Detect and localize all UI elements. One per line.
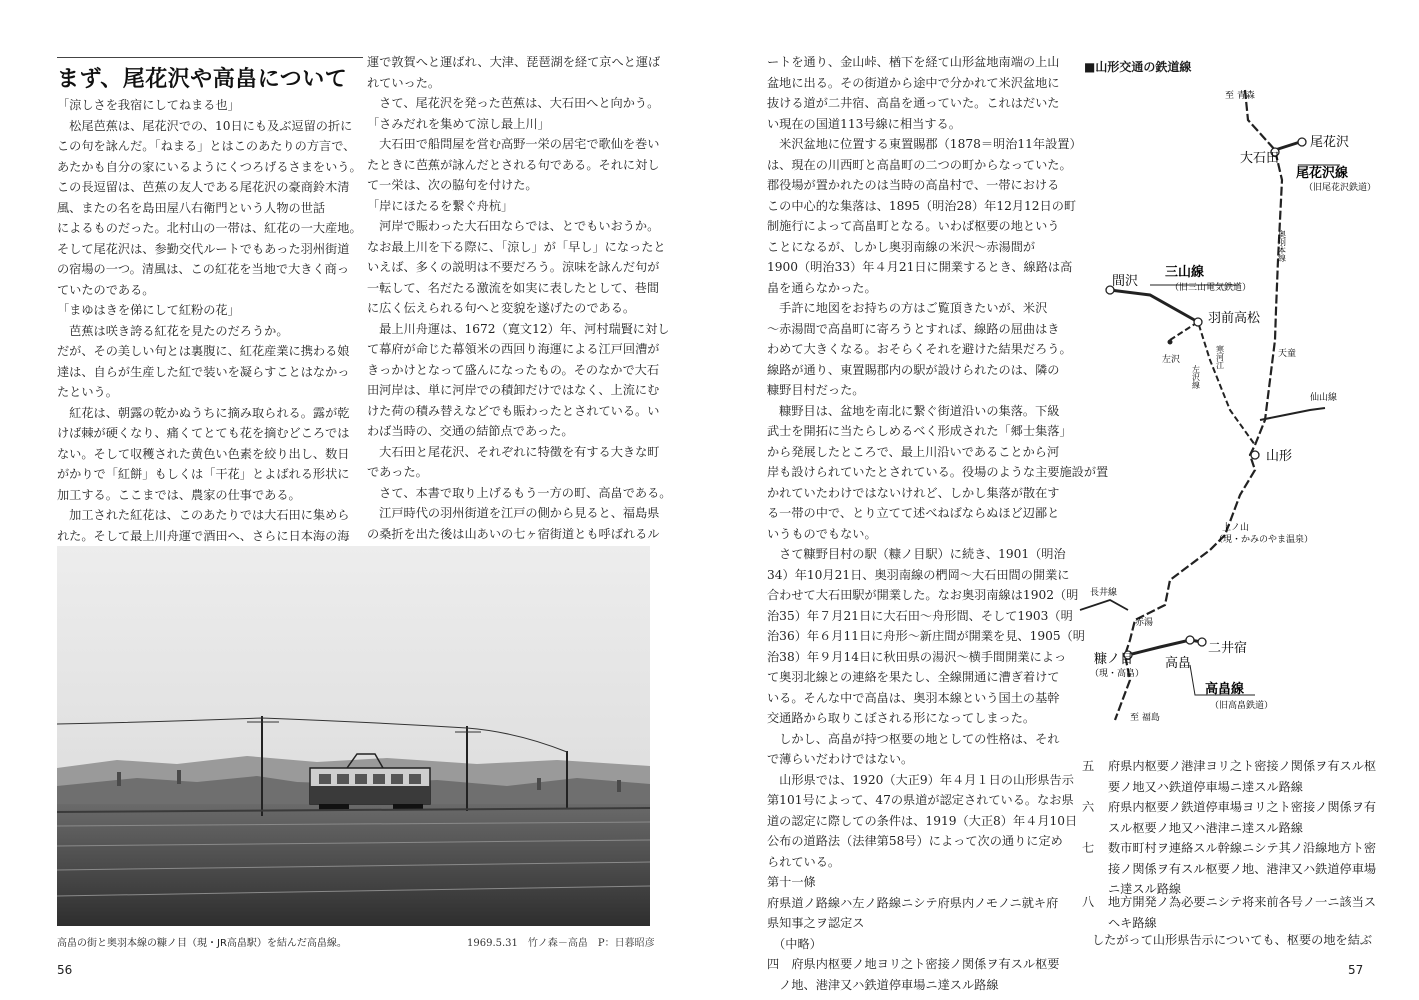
text-line: 最上川舟運は、1672（寛文12）年、河村瑞賢に対し <box>367 321 670 336</box>
text-line: 松尾芭蕉は、尾花沢での、10日にも及ぶ逗留の折に <box>57 118 353 133</box>
text-line: なお最上川を下る際に、「涼し」が「早し」になったと <box>367 239 666 254</box>
text-line: ていたのである。 <box>57 282 155 297</box>
page-number-right: 57 <box>1348 963 1364 977</box>
label-sagae-line: 左沢線 <box>1191 365 1201 389</box>
text-line: 公布の道路法（法律第58号）によって次の通りに定め <box>767 834 1063 848</box>
text-line: から発展したところで、最上川沿いであることから河 <box>767 444 1060 459</box>
text-column-3 <box>767 52 1108 995</box>
text-line: 大石田で船問屋を営む高野一栄の居宅で歌仙を巻い <box>367 137 660 151</box>
text-line: この長逗留は、芭蕉の友人である尾花沢の豪商鈴木清 <box>57 180 350 194</box>
text-line: 県知事之ヲ認定ス <box>767 916 865 930</box>
text-line: 第101号によって、47の県道が認定されている。なお県 <box>767 793 1074 807</box>
text-line: 盆地に出る。その街道から途中で分かれて米沢盆地に <box>767 75 1060 90</box>
text-line: かれていたわけではないけれど、しかし集落が散在す <box>767 485 1060 500</box>
text-line: さて、本書で取り上げるもう一方の町、高畠である。 <box>367 485 672 500</box>
text-line: わば当時の、交通の結節点であった。 <box>367 424 574 438</box>
text-line: 米沢盆地に位置する東置賜郡（1878＝明治11年設置） <box>767 137 1082 151</box>
text-line: 河岸で賑わった大石田ならでは、とでもいおうか。 <box>367 219 660 233</box>
text-line: は、現在の川西町と高畠町の二つの町からなっていた。 <box>767 157 1072 172</box>
label-obanazawa-line: 尾花沢線 <box>1296 166 1349 181</box>
text-line: この句を詠んだ。「ねまる」とはこのあたりの方言で、 <box>57 139 356 153</box>
text-line: けた荷の積み替えなどでも賑わったとされている。い <box>367 403 660 418</box>
label-senzan-line: 仙山線 <box>1310 393 1338 403</box>
text-line: いえば、多くの説明は不要だろう。涼味を詠んだ句が <box>367 260 660 274</box>
text-line: 道の認定に際しての条件は、1919（大正8）年４月10日 <box>767 813 1078 828</box>
text-line: 運で敦賀へと運ばれ、大津、琵琶湖を経て京へと運ば <box>367 55 661 69</box>
label-takahata-line: 高畠線 <box>1205 682 1245 697</box>
text-line: 「さみだれを集めて涼し最上川」 <box>367 116 550 131</box>
label-obanazawa-line-old: （旧尾花沢鉄道） <box>1304 183 1377 193</box>
text-line: 制施行によって高畠町となる。いわば枢要の地という <box>767 219 1060 233</box>
text-line: さて糠野目村の駅（糠ノ目駅）に続き、1901（明治 <box>767 547 1066 561</box>
text-line: 「岸にほたるを繋ぐ舟杭」 <box>367 198 514 213</box>
text-line: 府県道ノ路線ハ左ノ路線ニシテ府県内ノモノニ就キ府 <box>767 895 1059 910</box>
text-line: で薄らいだわけではない。 <box>767 752 914 766</box>
text-line: ノ地、港津又ハ鉄道停車場ニ達スル路線 <box>767 977 999 992</box>
label-obanazawa: 尾花沢 <box>1310 135 1350 150</box>
text-line: たという。 <box>57 385 118 399</box>
text-line: 「涼しさを我宿にしてねまる也」 <box>57 98 240 112</box>
text-line: て一栄は、次の脇句を付けた。 <box>367 178 538 192</box>
text-line: る一帯の中で、とり立てて述べねばならぬほど辺鄙と <box>767 506 1060 520</box>
text-line: ートを通り、金山峠、楢下を経て山形盆地南端の上山 <box>767 55 1060 69</box>
text-line: 岸も設けられていたとされている。役場のような主要施設が置 <box>767 465 1109 479</box>
text-line: ～赤湯間で高畠町に寄ろうとすれば、線路の屈曲はき <box>767 321 1060 336</box>
label-oishida: 大石田 <box>1240 151 1280 166</box>
text-line: ない。そして収穫された黄色い色素を絞り出し、数日 <box>57 446 350 461</box>
text-line: 加工する。ここまでは、農家の仕事である。 <box>57 487 301 502</box>
text-line: の宿場の一つ。清風は、この紅花を当地で大きく商っ <box>57 262 350 276</box>
label-samukawae: 寒河江 <box>1215 345 1225 369</box>
label-yamagata: 山形 <box>1266 449 1293 464</box>
text-line: 郡役場が置かれたのは当時の高畠村で、一帯における <box>767 178 1060 192</box>
label-nukanome: 糠ノ目 <box>1094 652 1134 667</box>
label-sanzan-line-old: （旧三山電気鉄道） <box>1170 283 1252 293</box>
text-line: ことになるが、しかし奥羽南線の米沢～赤湯間が <box>767 239 1036 254</box>
label-sagae: 左沢 <box>1162 355 1181 365</box>
photo-credit: 1969.5.31 竹ノ森－高畠 P：日暮昭彦 <box>467 938 655 949</box>
text-line: あたかも自分の家にいるようにくつろげるさまをいう。 <box>57 159 362 174</box>
text-line: 紅花は、朝露の乾かぬうちに摘み取られる。露が乾 <box>57 405 350 420</box>
text-line: 線路が通り、東置賜郡内の駅が設けられたのは、隣の <box>767 362 1060 377</box>
label-nagai-line: 長井線 <box>1090 588 1118 598</box>
label-mamasawa: 間沢 <box>1112 274 1139 289</box>
text-line: そして尾花沢は、参勤交代ルートでもあった羽州街道 <box>57 241 350 256</box>
text-line: によるものだった。北村山の一帯は、紅花の一大産地。 <box>57 221 362 235</box>
text-line: 第十一條 <box>767 875 816 889</box>
label-to-fukushima: 至 福島 <box>1130 713 1160 723</box>
text-line: れていった。 <box>367 75 441 90</box>
text-line: い現在の国道113号線に相当する。 <box>767 116 961 131</box>
closing-line: したがって山形県告示についても、枢要の地を結ぶ <box>1092 933 1373 947</box>
text-line: て幕府が命じた幕領米の西回り海運による江戸回漕が <box>367 342 660 356</box>
text-line: 風、またの名を島田屋八右衛門という人物の世話 <box>57 200 326 215</box>
text-line: いる。そんな中で高畠は、奥羽本線という国土の基幹 <box>767 690 1060 705</box>
text-line: 抜ける道が二井宿、高畠を通っていた。これはだいた <box>767 96 1060 110</box>
label-akayu: 赤湯 <box>1135 618 1154 628</box>
right-page: ートを通り、金山峠、楢下を経て山形盆地南端の上山 盆地に出る。その街道から途中で分かれて米沢盆地に 抜ける道が二井宿、高畠を通っていた。これはだいた い現在の国道113号線に相当する。 米沢盆地に位置する東置賜郡（1878＝明治11年設置） は、現在の川西町と高畠町の二つの町からなっていた。 郡役場が置かれたのは当時の高畠村で、一帯における この中心的な集落は、1895（明治28）年12月12日の町 制施行によって高畠町となる。いわば枢要の地という ことになるが、しかし奥羽南線の米沢～赤湯間が 1900（明治33）年４月21日に開業するとき、線路は高 畠を通らなかった。 手許に地図をお持ちの方はご覧頂きたいが、米沢 ～赤湯間で高畠町に寄ろうとすれば、線路の屈曲はき わめて大きくなる。おそらくそれを避けた結果だろう。 線路が通り、東置賜郡内の駅が設けられたのは、隣の 糠野目村だった。 糠野目は、盆地を南北に繋ぐ街道沿いの集落。下級 武士を開拓に当たらしめるべく形成された「郷士集落」 から発展したところで、最上川沿いであることから河 岸も設けられていたとされている。役場のような主要施設が置 かれていたわけではないけれど、しかし集落が散在す る一帯の中で、とり立てて述べねばならぬほど辺鄙と いうものでもない。 さて糠野目村の駅（糠ノ目駅）に続き、1901（明治 34）年10月21日、奥羽南線の椚岡～大石田間の開業に 合わせて大石田駅が開業した。なお奥羽南線は1902（明 治35）年７月21日に大石田～舟形間、そして1903（明 治36）年６月11日に舟形～新庄間が開業を見、1905（明 治38）年９月14日に秋田県の湯沢～横手間開業によっ て奥羽北線との連絡を果たし、全線開通に漕ぎ着けて いる。そんな中で高畠は、奥羽本線という国土の基幹 交通路から取りこぼされる形になってしまった。 しかし、高畠が持つ枢要の地としての性格は、それ で薄らいだわけではない。 山形県では、1920（大正9）年４月１日の山形県告示 第101号によって、47の県道が認定されている。なお県 道の認定に際しての条件は、1919（大正8）年４月10日 公布の道路法（法律第58号）によって次の通りに定め られている。 第十一條 府県道ノ路線ハ左ノ路線ニシテ府県内ノモノニ就キ府 県知事之ヲ認定ス （中略） 四 府県内枢要ノ地ヨリ之ト密接ノ関係ヲ有スル枢要 ノ地、港津又ハ鉄道停車場ニ達スル路線 ■山形交通の鉄道線 至 青森 尾花沢 大石田 尾花沢線 （旧尾花沢鉄道） 奥羽本線 間沢 三山線 （旧三山電気鉄道） 羽前高松 左沢 寒河江 左沢線 天童 仙山線 山形 上ノ山 （現・かみのやま温泉） 長井線 赤湯 糠ノ目 （現・高畠） 高畠 二井宿 高畠線 （旧高畠鉄道） 至 福島 五 府県内枢要ノ港津ヨリ之ト密接ノ関係ヲ有スル枢 要ノ地又ハ鉄道停車場ニ達スル路線 六 府県内枢要ノ鉄道停車場ヨリ之ト密接ノ関係ヲ有 スル枢要ノ地又ハ港津ニ達スル路線 七 数市町村ヲ連絡スル幹線ニシテ其ノ沿線地方ト密 接ノ関係ヲ有スル枢要ノ地、港津又ハ鉄道停車場 ニ達スル路線 八 地方開発ノ為必要ニシテ将来前各号ノ一ニ該当ス ヘキ路線 したがって山形県告示についても、枢要の地を結ぶ 57 <box>0 0 1419 1000</box>
text-line: に広く伝えられる句へと変貌を遂げたのである。 <box>367 301 636 315</box>
label-niishuku: 二井宿 <box>1208 641 1248 656</box>
text-line: 大石田と尾花沢、それぞれに特徴を有する大きな町 <box>367 444 660 459</box>
text-line: 治36）年６月11日に舟形～新庄間が開業を見、1905（明 <box>767 629 1085 643</box>
text-line: がかりで「紅餅」もしくは「干花」とよばれる形状に <box>57 467 350 481</box>
text-line: 治35）年７月21日に大石田～舟形間、そして1903（明 <box>767 608 1073 623</box>
text-line: 34）年10月21日、奥羽南線の椚岡～大石田間の開業に <box>767 567 1070 582</box>
text-line: わめて大きくなる。おそらくそれを避けた結果だろう。 <box>767 342 1072 356</box>
text-line: 糠野目は、盆地を南北に繋ぐ街道沿いの集落。下級 <box>767 403 1060 418</box>
section-heading: まず、尾花沢や高畠について <box>57 67 348 92</box>
text-line: 合わせて大石田駅が開業した。なお奥羽南線は1902（明 <box>767 588 1079 602</box>
text-line: 「まゆはきを俤にして紅粉の花」 <box>57 303 240 317</box>
label-hasetakamatsu: 羽前高松 <box>1208 311 1261 326</box>
text-line: 手許に地図をお持ちの方はご覧頂きたいが、米沢 <box>767 301 1048 315</box>
text-line: この中心的な集落は、1895（明治28）年12月12日の町 <box>767 198 1077 213</box>
text-line: 田河岸は、単に河岸での積卸だけではなく、上流にむ <box>367 383 660 397</box>
label-kaminoyama-now: （現・かみのやま温泉） <box>1214 535 1314 545</box>
label-takahata-line-old: （旧高畠鉄道） <box>1210 701 1274 711</box>
label-to-aomori: 至 青森 <box>1225 91 1255 101</box>
text-line: たときに芭蕉が詠んだとされる句である。それに対し <box>367 157 660 172</box>
text-line: さて、尾花沢を発った芭蕉は、大石田へと向かう。 <box>367 96 660 110</box>
text-line: 交通路から取りこぼされる形になってしまった。 <box>767 711 1036 725</box>
text-line: きっかけとなって盛んになったもの。そのなかで大石 <box>367 362 660 377</box>
page-number-left: 56 <box>57 963 73 977</box>
text-line: られている。 <box>767 854 841 869</box>
label-kaminoyama: 上ノ山 <box>1222 523 1250 533</box>
label-ou-main-line: 奥羽本線 <box>1277 230 1287 262</box>
text-line: れた。そして最上川舟運で酒田へ、さらに日本海の海 <box>57 528 350 543</box>
railway-map <box>1070 80 1400 740</box>
text-line: 治38）年９月14日に秋田県の湯沢～横手間開業によっ <box>767 649 1067 664</box>
text-line: 芭蕉は咲き誇る紅花を見たのだろうか。 <box>57 323 289 338</box>
label-takahata: 高畠 <box>1165 656 1192 671</box>
label-tendo: 天童 <box>1278 349 1297 359</box>
text-line: 一転して、名だたる激流を如実に表したとして、巷間 <box>367 280 660 295</box>
text-line: 畠を通らなかった。 <box>767 280 877 295</box>
text-line: （中略） <box>767 936 822 951</box>
text-line: しかし、高畠が持つ枢要の地としての性格は、それ <box>767 731 1060 746</box>
text-line: 武士を開拓に当たらしめるべく形成された「郷士集落」 <box>767 424 1072 438</box>
text-line: 達は、自らが生産した紅で装いを凝らすことはなかっ <box>57 364 350 379</box>
text-line: けば棘が硬くなり、痛くてとても花を摘むどころでは <box>57 426 350 440</box>
text-line: て奥羽北線との連絡を果たし、全線開通に漕ぎ着けて <box>767 670 1060 684</box>
text-line: 糠野目村だった。 <box>767 383 865 397</box>
text-line: 江戸時代の羽州街道を江戸の側から見ると、福島県 <box>367 506 660 520</box>
label-nukanome-now: （現・高畠） <box>1090 669 1145 679</box>
text-line: 加工された紅花は、このあたりでは大石田に集めら <box>57 508 350 522</box>
photo-caption: 高畠の街と奥羽本線の糠ノ目（現・JR高畠駅）を結んだ高畠線。 <box>57 938 347 949</box>
text-line: 四 府県内枢要ノ地ヨリ之ト密接ノ関係ヲ有スル枢要 <box>767 957 1060 971</box>
text-line: 山形県では、1920（大正9）年４月１日の山形県告示 <box>767 772 1074 787</box>
text-line: の桑折を出た後は山あいの七ヶ宿街道とも呼ばれるル <box>367 526 660 541</box>
label-sanzan-line: 三山線 <box>1165 265 1205 280</box>
text-line: だが、その美しい句とは裏腹に、紅花産業に携わる娘 <box>57 344 350 358</box>
text-line: いうものでもない。 <box>767 526 877 541</box>
map-title: ■山形交通の鉄道線 <box>1084 60 1192 74</box>
text-line: であった。 <box>367 465 428 479</box>
text-line: 1900（明治33）年４月21日に開業するとき、線路は高 <box>767 260 1073 274</box>
